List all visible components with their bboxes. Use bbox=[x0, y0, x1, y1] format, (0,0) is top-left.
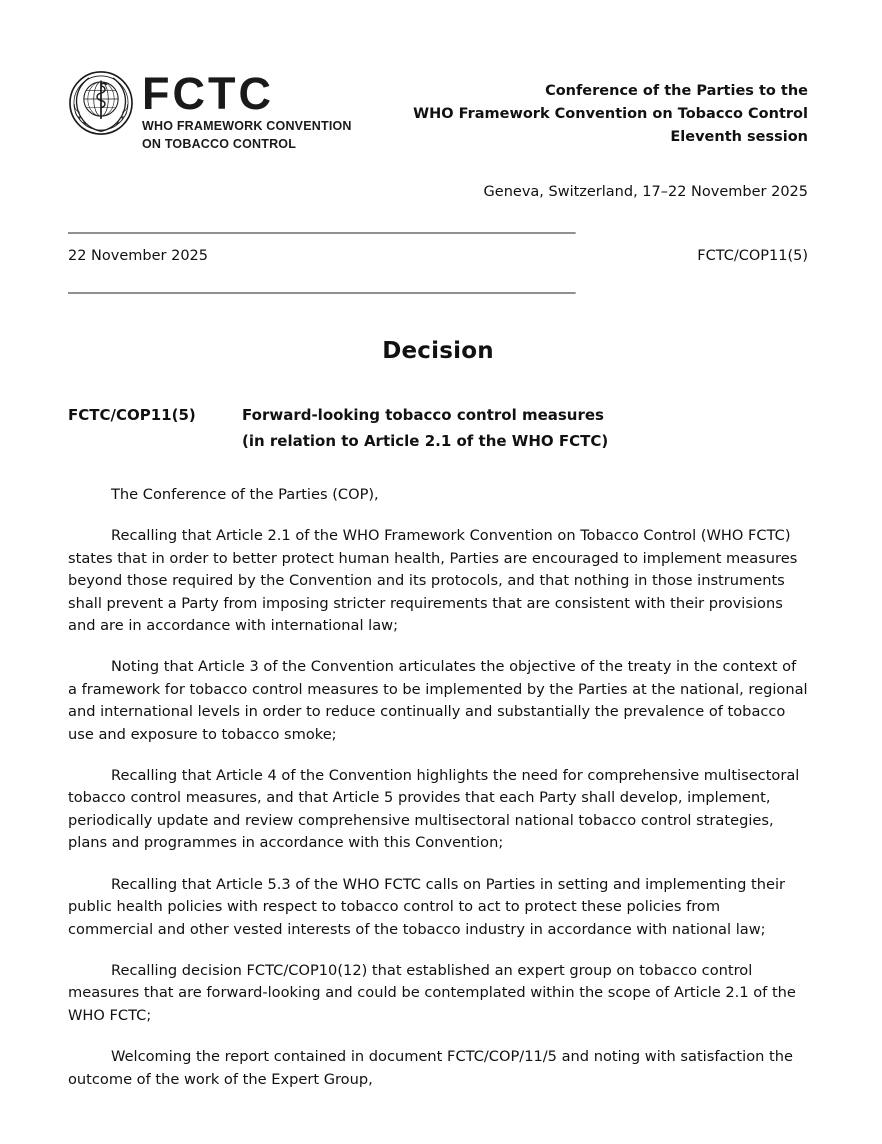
decision-title-line2: (in relation to Article 2.1 of the WHO FCTC) bbox=[242, 432, 609, 450]
fctc-wordmark bbox=[142, 70, 352, 152]
paragraph: The Conference of the Parties (COP), bbox=[111, 486, 379, 503]
decision-symbol: FCTC/COP11(5) bbox=[68, 406, 196, 424]
fctc-subtitle-line1: WHO FRAMEWORK CONVENTION bbox=[142, 119, 352, 133]
horizontal-rule-top: ______________________________________________________________________________ bbox=[68, 220, 575, 234]
paragraph: Recalling that Article 4 of the Convention highlights the need for comprehensive multisectoral tobacco control measures, and that Article 5 provides that each Party shall develop, implement, periodically update and review comprehensive multisectoral national tobacco control strategies, plans and programmes in accordance with this Convention; bbox=[68, 767, 800, 852]
paragraph: Welcoming the report contained in document FCTC/COP/11/5 and noting with satisfaction the outcome of the work of the Expert Group, bbox=[68, 1048, 793, 1088]
conference-line-1: Conference of the Parties to the bbox=[545, 83, 808, 99]
conference-line-3: Eleventh session bbox=[670, 129, 808, 145]
page-title: Decision bbox=[382, 338, 494, 364]
conference-place-date: Geneva, Switzerland, 17–22 November 2025 bbox=[483, 184, 808, 200]
conference-line-2: WHO Framework Convention on Tobacco Control bbox=[413, 106, 808, 122]
decision-heading bbox=[68, 402, 808, 454]
document-symbol: FCTC/COP11(5) bbox=[697, 248, 808, 264]
fctc-subtitle-line2: ON TOBACCO CONTROL bbox=[142, 137, 297, 151]
document-date: 22 November 2025 bbox=[68, 248, 209, 264]
paragraph: Recalling decision FCTC/COP10(12) that established an expert group on tobacco control measures that are forward-looking and could be contemplated within the scope of Article 2.1 of the WHO FCTC; bbox=[68, 961, 796, 1024]
who-emblem-icon bbox=[68, 70, 134, 136]
paragraph: Recalling that Article 2.1 of the WHO Framework Convention on Tobacco Control (WHO FCTC) states that in order to better protect human health, Parties are encouraged to implement measures beyond those required by the Convention and its protocols, and that nothing in those instruments shall prevent a Party from imposing stricter requirements that are consistent with their provisions and are in accordance with international law; bbox=[68, 527, 798, 635]
decision-title bbox=[242, 402, 608, 454]
decision-body bbox=[68, 484, 808, 1091]
document-header bbox=[68, 62, 808, 152]
horizontal-rule-bottom: ______________________________________________________________________________ bbox=[68, 280, 575, 294]
fctc-acronym: FCTC bbox=[142, 68, 274, 119]
fctc-logo bbox=[68, 62, 358, 152]
document-meta bbox=[68, 248, 808, 264]
document-content bbox=[68, 62, 808, 1091]
paragraph: Recalling that Article 5.3 of the WHO FCTC calls on Parties in setting and implementing their public health policies with respect to tobacco control to act to protect these policies from commercial and other vested interests of the tobacco industry in accordance with national law; bbox=[68, 875, 786, 938]
conference-header bbox=[408, 62, 808, 149]
decision-title-line1: Forward-looking tobacco control measures bbox=[242, 406, 604, 424]
paragraph: Noting that Article 3 of the Convention articulates the objective of the treaty in the context of a framework for tobacco control measures to be implemented by the Parties at the national, regional and international levels in order to reduce continually and substantially the prevalence of tobacco use and exposure to tobacco smoke; bbox=[68, 658, 808, 743]
